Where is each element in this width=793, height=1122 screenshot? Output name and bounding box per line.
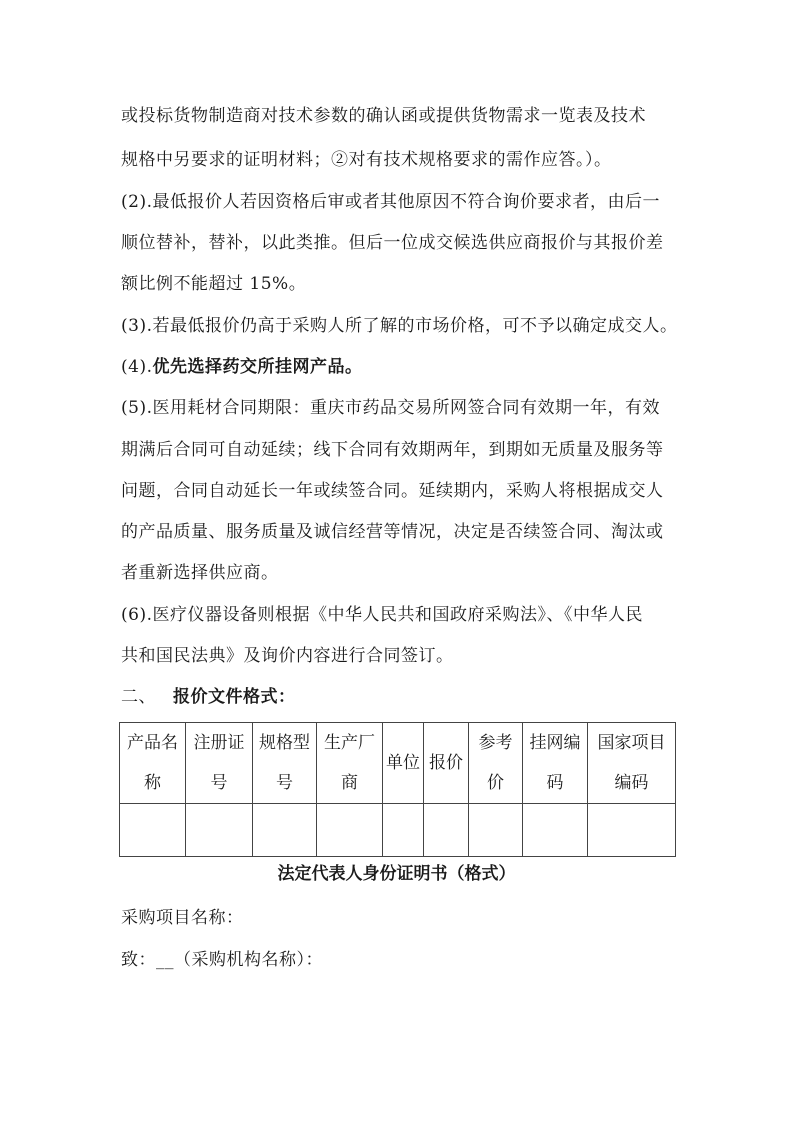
- section-number: 二、: [121, 687, 156, 707]
- table-cell: [424, 804, 469, 857]
- cert-title: 法定代表人身份证明书（格式）: [277, 864, 516, 884]
- table-header-cell: 注册证 号: [186, 723, 253, 804]
- table-row: [120, 804, 676, 857]
- table-header-cell: 产品名 称: [120, 723, 186, 804]
- table-cell: [186, 804, 253, 857]
- table-header-cell: 参考 价: [469, 723, 523, 804]
- paragraph-line: (5).医用耗材合同期限：重庆市药品交易所网签合同有效期一年，有效: [121, 398, 660, 418]
- table-header-cell: 规格型 号: [253, 723, 317, 804]
- paragraph-line: 或投标货物制造商对技术参数的确认函或提供货物需求一览表及技术: [121, 106, 646, 126]
- section-title: 报价文件格式：: [173, 687, 296, 707]
- paragraph-line: 规格中另要求的证明材料；②对有技术规格要求的需作应答。）。: [121, 150, 612, 170]
- project-name-label: 采购项目名称：: [121, 908, 244, 928]
- item-number: (4).: [121, 357, 153, 377]
- table-header-cell: 挂网编 码: [523, 723, 588, 804]
- table-cell: [523, 804, 588, 857]
- table-header-cell: 报价: [424, 723, 469, 804]
- table-header-cell: 单位: [383, 723, 424, 804]
- table-cell: [383, 804, 424, 857]
- paragraph-line: 期满后合同可自动延续；线下合同有效期两年，到期如无质量及服务等: [121, 440, 664, 460]
- table-cell: [588, 804, 676, 857]
- paragraph-line: 顺位替补，替补，以此类推。但后一位成交候选供应商报价与其报价差: [121, 233, 664, 253]
- paragraph-line: 问题，合同自动延长一年或续签合同。延续期内，采购人将根据成交人: [121, 481, 664, 501]
- table-cell: [469, 804, 523, 857]
- addressee-line: 致：__（采购机构名称）：: [121, 950, 323, 970]
- item-text-bold: 优先选择药交所挂网产品。: [152, 357, 363, 377]
- table-header-cell: 生产厂 商: [317, 723, 383, 804]
- table-header-row: [120, 723, 676, 804]
- table-cell: [253, 804, 317, 857]
- section-heading: [121, 685, 296, 709]
- paragraph-line: (3).若最低报价仍高于采购人所了解的市场价格，可不予以确定成交人。: [121, 316, 678, 336]
- paragraph-item-4: [121, 355, 362, 379]
- table-cell: [317, 804, 383, 857]
- table-cell: [120, 804, 186, 857]
- quote-format-table: [119, 722, 676, 857]
- paragraph-line: 者重新选择供应商。: [121, 563, 279, 583]
- paragraph-line: (2).最低报价人若因资格后审或者其他原因不符合询价要求者，由后一: [121, 192, 660, 212]
- paragraph-line: 的产品质量、服务质量及诚信经营等情况，决定是否续签合同、淘汰或: [121, 522, 664, 542]
- paragraph-line: (6).医疗仪器设备则根据《中华人民共和国政府采购法》、《中华人民: [121, 605, 643, 625]
- paragraph-line: 额比例不能超过 15%。: [121, 274, 307, 294]
- table-header-cell: 国家项目 编码: [588, 723, 676, 804]
- paragraph-line: 共和国民法典》及询价内容进行合同签订。: [121, 646, 454, 666]
